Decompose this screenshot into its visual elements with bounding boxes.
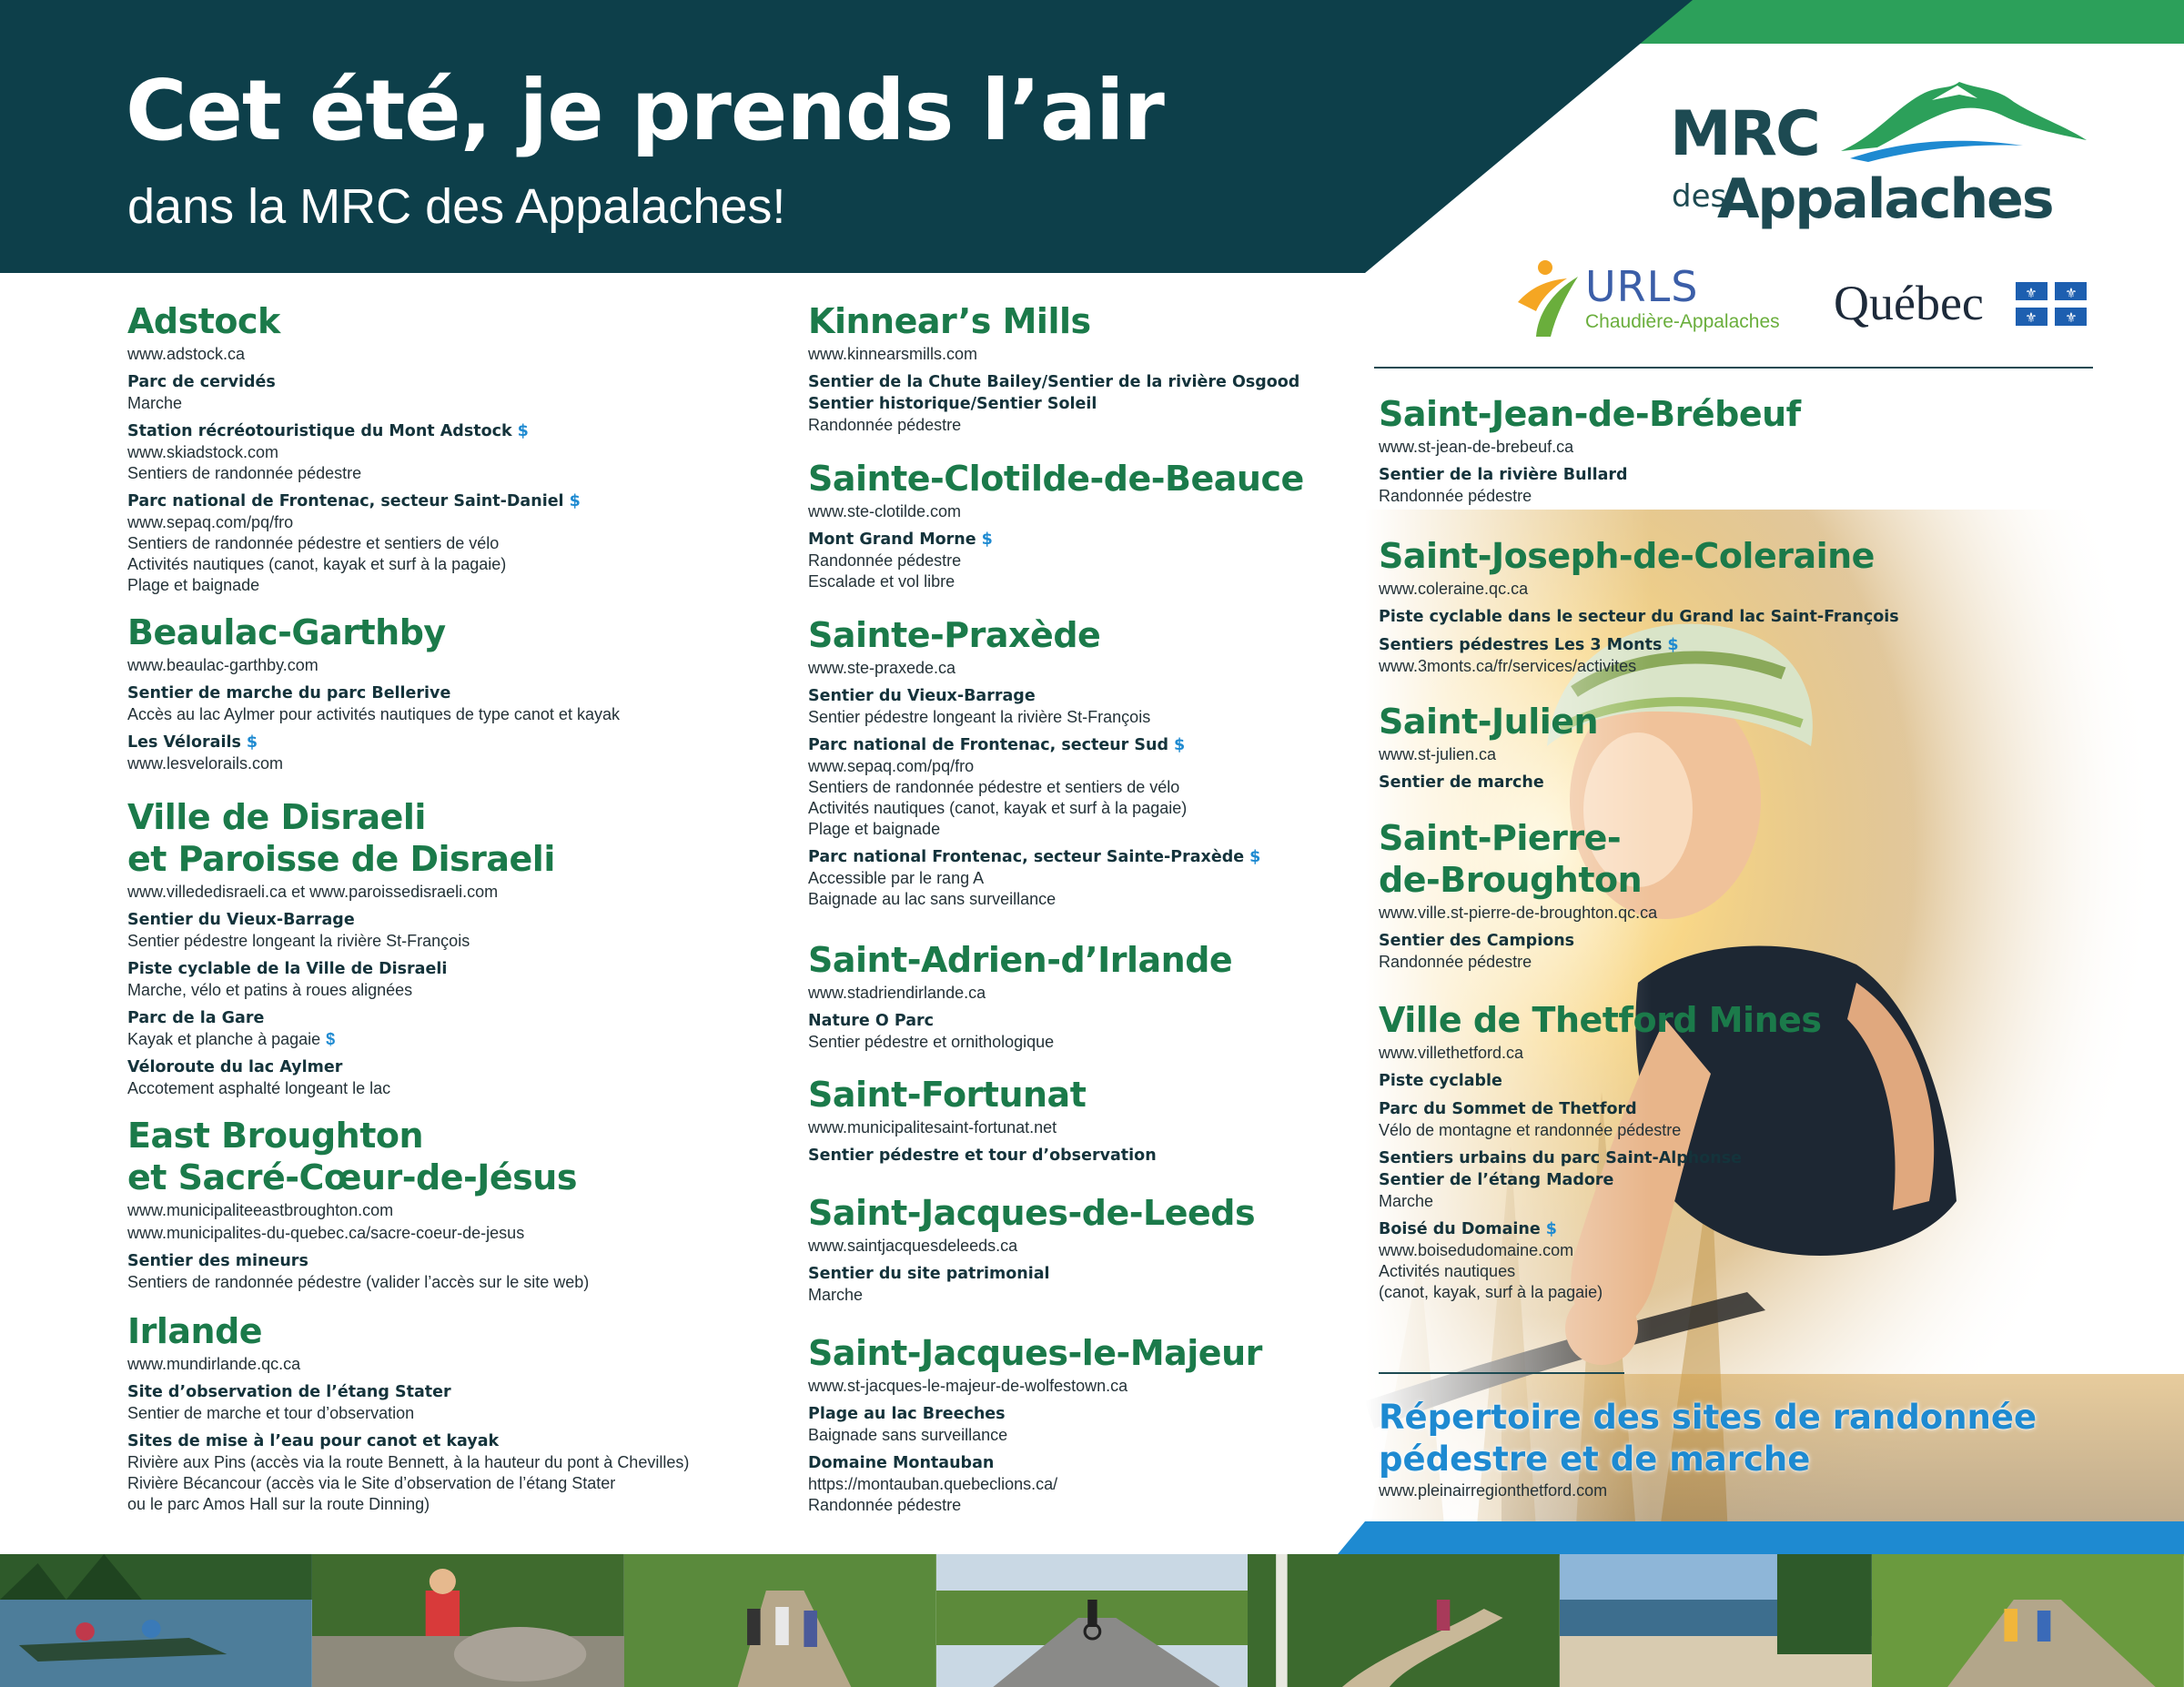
town-name-line: Saint-Fortunat: [808, 1075, 1087, 1115]
town-block: [127, 300, 581, 596]
quebec-logo: [1834, 273, 2079, 337]
town-name: [808, 939, 1232, 981]
town-block: [1379, 701, 1598, 793]
town-website-link[interactable]: www.ste-praxede.ca: [808, 659, 956, 677]
town-name-line: Ville de Thetford Mines: [1379, 1000, 1822, 1040]
photo-hiker-child: [312, 1554, 624, 1687]
site-name: Parc de cervidés: [127, 373, 276, 391]
site-description: Sentiers de randonnée pédestre et sentiers de vélo: [127, 534, 500, 552]
town-name-line: Sainte-Praxède: [808, 615, 1101, 655]
town-name-line: Saint-Adrien-d’Irlande: [808, 940, 1233, 980]
site-description: Kayak et planche à pagaie $: [127, 1030, 336, 1048]
town-block: [808, 1332, 1262, 1516]
site-name: Sentiers urbains du parc Saint-Alphonse: [1379, 1149, 1742, 1167]
town-block: [1379, 393, 1801, 507]
town-name: [1379, 393, 1801, 435]
mrc-logo-des: des: [1672, 178, 1727, 215]
svg-text:⚜: ⚜: [2025, 285, 2037, 301]
town-website-link[interactable]: www.mundirlande.qc.ca: [127, 1355, 301, 1373]
town-block: [808, 1074, 1157, 1167]
directory-title-line2: pédestre et de marche: [1379, 1440, 1811, 1479]
town-website-link[interactable]: www.beaulac-garthby.com: [127, 656, 318, 674]
urls-logo-region: Chaudière-Appalaches: [1585, 311, 1780, 332]
directory-title-line1: Répertoire des sites de randonnée: [1379, 1398, 2037, 1437]
town-website-link[interactable]: www.municipalitesaint-fortunat.net: [808, 1118, 1057, 1136]
site-name: Sentier du site patrimonial: [808, 1265, 1050, 1283]
town-name-line: Kinnear’s Mills: [808, 301, 1091, 341]
urls-logo: [1511, 257, 1780, 338]
paid-access-icon: $: [981, 530, 993, 549]
site-entry: [127, 1007, 555, 1050]
site-name: Piste cyclable dans le secteur du Grand lac Saint-François: [1379, 608, 1899, 626]
svg-text:⚜: ⚜: [2025, 309, 2037, 326]
site-entry: [808, 1452, 1262, 1516]
town-block: [808, 939, 1232, 1053]
paid-access-icon: $: [517, 422, 529, 440]
photo-bike-path: [936, 1554, 1249, 1687]
site-website-link[interactable]: www.sepaq.com/pq/fro: [808, 757, 975, 775]
site-description: Sentier pédestre et ornithologique: [808, 1033, 1055, 1051]
site-name: Sentier de la Chute Bailey/Sentier de la rivière Osgood: [808, 373, 1300, 391]
site-name: Site d’observation de l’étang Stater: [127, 1383, 451, 1401]
site-entry: [1379, 1098, 1822, 1141]
site-description: Activités nautiques (canot, kayak et surf à la pagaie): [127, 555, 507, 573]
site-entry: [1379, 772, 1598, 793]
site-name: Boisé du Domaine $: [1379, 1220, 1557, 1238]
site-name: Les Vélorails $: [127, 733, 258, 752]
town-name-line: Saint-Joseph-de-Coleraine: [1379, 536, 1875, 576]
town-name: [808, 614, 1260, 656]
town-name: [808, 1192, 1255, 1234]
site-entry: [1379, 1218, 1822, 1303]
site-entry: [127, 732, 620, 774]
site-name: Sentier du Vieux-Barrage: [127, 911, 355, 929]
photo-strip: [0, 1554, 2184, 1687]
town-website-link[interactable]: www.ville.st-pierre-de-broughton.qc.ca: [1379, 904, 1658, 922]
site-website-link[interactable]: www.boisedudomaine.com: [1379, 1241, 1574, 1259]
site-description: Plage et baignade: [127, 576, 260, 594]
site-name: Parc national de Frontenac, secteur Saint-Daniel $: [127, 492, 581, 510]
site-description: Marche: [1379, 1192, 1434, 1210]
quebec-logo-word: Québec: [1834, 276, 1984, 330]
site-name: Sentier pédestre et tour d’observation: [808, 1147, 1157, 1165]
svg-text:⚜: ⚜: [2065, 309, 2078, 326]
town-block: [1379, 999, 1822, 1303]
town-block: [127, 1310, 689, 1515]
town-block: [808, 614, 1260, 910]
divider: [1379, 1372, 1624, 1374]
town-website-link[interactable]: www.ste-clotilde.com: [808, 502, 962, 520]
site-entry: [127, 420, 581, 484]
town-name-line: Beaulac-Garthby: [127, 612, 446, 652]
town-name: [1379, 535, 1899, 577]
town-block: [127, 611, 620, 774]
site-entry: [808, 1263, 1255, 1306]
town-name: [1379, 701, 1598, 742]
site-entry: [808, 529, 1304, 592]
page-title: Cet été, je prends l’air: [126, 62, 1164, 159]
site-entry: [808, 371, 1299, 436]
town-website-link[interactable]: www.municipaliteeastbroughton.com: [127, 1201, 394, 1219]
site-entry: [1379, 1070, 1822, 1092]
town-website-link[interactable]: www.adstock.ca: [127, 345, 246, 363]
site-entry: [127, 1056, 555, 1099]
town-name: [808, 300, 1299, 342]
paid-access-icon: $: [1545, 1220, 1557, 1238]
photo-canoe-lake: [0, 1554, 312, 1687]
site-entry: [808, 685, 1260, 728]
site-description: Accès au lac Aylmer pour activités nautiques de type canot et kayak: [127, 705, 620, 723]
site-description: ou le parc Amos Hall sur la route Dinning): [127, 1495, 430, 1513]
site-entry: [1379, 606, 1899, 628]
site-name: Sentier de marche du parc Bellerive: [127, 684, 451, 702]
town-name-line: de-Broughton: [1379, 860, 1643, 900]
town-name: [127, 611, 620, 653]
site-description: Activités nautiques: [1379, 1262, 1516, 1280]
site-name: Nature O Parc: [808, 1012, 935, 1030]
site-name: Sentier des mineurs: [127, 1252, 308, 1270]
site-description: Marche: [127, 394, 183, 412]
site-name: Station récréotouristique du Mont Adstock $: [127, 422, 529, 440]
site-name: Mont Grand Morne $: [808, 530, 993, 549]
site-name: Piste cyclable de la Ville de Disraeli: [127, 960, 448, 978]
site-name: Sentier de la rivière Bullard: [1379, 466, 1628, 484]
site-description: Escalade et vol libre: [808, 572, 956, 591]
site-entry: [127, 909, 555, 952]
site-description: Vélo de montagne et randonnée pédestre: [1379, 1121, 1682, 1139]
town-block: [808, 300, 1299, 436]
site-description: (canot, kayak, surf à la pagaie): [1379, 1283, 1603, 1301]
town-name: [808, 1074, 1157, 1116]
town-name-line: Ville de Disraeli: [127, 797, 426, 837]
site-description: Randonnée pédestre: [808, 1496, 962, 1514]
town-name-line: Saint-Pierre-: [1379, 818, 1622, 858]
town-website-link[interactable]: www.villededisraeli.ca et www.paroissedisraeli.com: [127, 883, 499, 901]
site-description: Baignade sans surveillance: [808, 1426, 1008, 1444]
site-description: Activités nautiques (canot, kayak et surf à la pagaie): [808, 799, 1188, 817]
town-name-line: et Sacré-Cœur-de-Jésus: [127, 1157, 577, 1197]
site-description: Plage et baignade: [808, 820, 941, 838]
site-entry: [808, 1145, 1157, 1167]
site-entry: [1379, 634, 1899, 677]
site-entry: [1379, 930, 1657, 973]
divider: [1374, 367, 2093, 369]
mountain-icon: [1841, 80, 2087, 162]
svg-text:⚜: ⚜: [2065, 285, 2078, 301]
site-name: Sites de mise à l’eau pour canot et kayak: [127, 1432, 500, 1450]
site-entry: [127, 958, 555, 1001]
town-name: [127, 796, 555, 880]
paid-access-icon: $: [1667, 636, 1679, 654]
site-entry: [1379, 464, 1801, 507]
town-block: [1379, 817, 1657, 973]
site-description: Randonnée pédestre: [1379, 487, 1532, 505]
town-name-line: Saint-Jacques-le-Majeur: [808, 1333, 1262, 1373]
town-block: [127, 1115, 589, 1293]
site-entry: [808, 846, 1260, 910]
town-name: [127, 1115, 589, 1198]
site-description: Baignade au lac sans surveillance: [808, 890, 1057, 908]
quebec-flag-icon: [2016, 282, 2087, 326]
site-description: Randonnée pédestre: [808, 551, 962, 570]
town-name: [808, 1332, 1262, 1374]
site-website-link[interactable]: www.lesvelorails.com: [127, 754, 284, 773]
site-name: Véloroute du lac Aylmer: [127, 1058, 343, 1076]
town-website-link[interactable]: www.coleraine.qc.ca: [1379, 580, 1529, 598]
site-entry: [1379, 1147, 1822, 1212]
site-entry: [808, 1403, 1262, 1446]
town-name-line: et Paroisse de Disraeli: [127, 839, 555, 879]
site-description: Sentier pédestre longeant la rivière St-François: [127, 932, 470, 950]
town-name-line: East Broughton: [127, 1116, 424, 1156]
site-name: Sentier de marche: [1379, 773, 1544, 792]
photo-cyclists: [1872, 1554, 2184, 1687]
paid-access-icon: $: [1249, 848, 1261, 866]
site-name: Sentier de l’étang Madore: [1379, 1171, 1614, 1189]
town-website-link[interactable]: www.municipalites-du-quebec.ca/sacre-coeur-de-jesus: [127, 1224, 525, 1242]
mrc-appalaches-logo: [1670, 80, 2088, 235]
page-subtitle: dans la MRC des Appalaches!: [127, 179, 786, 234]
town-name: [127, 1310, 689, 1352]
town-website-link[interactable]: www.villethetford.ca: [1379, 1044, 1524, 1062]
town-block: [1379, 535, 1899, 677]
site-entry: [127, 490, 581, 596]
town-block: [808, 458, 1304, 592]
paid-access-icon: $: [569, 492, 581, 510]
town-name: [1379, 817, 1657, 901]
site-name: Sentiers pédestres Les 3 Monts $: [1379, 636, 1679, 654]
town-name-line: Saint-Jean-de-Brébeuf: [1379, 394, 1801, 434]
site-entry: [127, 1250, 589, 1293]
town-name: [127, 300, 581, 342]
town-name-line: Saint-Jacques-de-Leeds: [808, 1193, 1256, 1233]
site-name: Parc de la Gare: [127, 1009, 265, 1027]
paid-access-icon: $: [246, 733, 258, 752]
paid-access-icon: $: [1174, 736, 1186, 754]
town-name-line: Sainte-Clotilde-de-Beauce: [808, 459, 1304, 499]
site-name: Domaine Montauban: [808, 1454, 995, 1472]
site-entry: [127, 371, 581, 414]
directory-link[interactable]: www.pleinairregionthetford.com: [1379, 1481, 1608, 1500]
site-website-link[interactable]: www.sepaq.com/pq/fro: [127, 513, 294, 531]
site-description: Sentier de marche et tour d’observation: [127, 1404, 415, 1422]
site-entry: [808, 734, 1260, 840]
site-description: Accotement asphalté longeant le lac: [127, 1079, 391, 1097]
blue-accent-band: [1338, 1521, 2184, 1554]
town-website-link[interactable]: www.st-julien.ca: [1379, 745, 1497, 763]
town-name: [808, 458, 1304, 500]
town-block: [127, 796, 555, 1099]
photo-beach-lake: [1560, 1554, 1872, 1687]
directory-title: [1379, 1397, 2037, 1480]
site-description: Randonnée pédestre: [1379, 953, 1532, 971]
site-name: Plage au lac Breeches: [808, 1405, 1006, 1423]
town-website-link[interactable]: www.stadriendirlande.ca: [808, 984, 986, 1002]
site-name: Parc national Frontenac, secteur Sainte-Praxède $: [808, 848, 1261, 866]
town-name-line: Adstock: [127, 301, 280, 341]
town-website-link[interactable]: www.st-jacques-le-majeur-de-wolfestown.ca: [808, 1377, 1128, 1395]
photo-walking-group: [624, 1554, 936, 1687]
town-name-line: Irlande: [127, 1311, 263, 1351]
site-name: Sentier historique/Sentier Soleil: [808, 395, 1097, 413]
site-description: Rivière Bécancour (accès via le Site d’observation de l’étang Stater: [127, 1474, 616, 1492]
site-entry: [127, 1430, 689, 1515]
paid-access-icon: $: [326, 1030, 336, 1048]
town-website-link[interactable]: www.kinnearsmills.com: [808, 345, 978, 363]
town-name-line: Saint-Julien: [1379, 702, 1599, 742]
mrc-logo-word: MRC: [1670, 98, 1819, 170]
site-website-link[interactable]: www.3monts.ca/fr/services/activites: [1379, 657, 1637, 675]
site-description: Sentiers de randonnée pédestre (valider l’accès sur le site web): [127, 1273, 590, 1291]
site-name: Sentier du Vieux-Barrage: [808, 687, 1036, 705]
town-website-link[interactable]: www.saintjacquesdeleeds.ca: [808, 1237, 1018, 1255]
town-block: [808, 1192, 1255, 1306]
site-entry: [808, 1010, 1232, 1053]
site-name: Parc du Sommet de Thetford: [1379, 1100, 1637, 1118]
site-website-link[interactable]: https://montauban.quebeclions.ca/: [808, 1475, 1058, 1493]
urls-swoosh-icon: [1511, 257, 1583, 338]
urls-logo-word: URLS: [1585, 262, 1699, 311]
site-description: Marche: [808, 1286, 864, 1304]
site-website-link[interactable]: www.skiadstock.com: [127, 443, 279, 461]
site-description: Sentiers de randonnée pédestre et sentiers de vélo: [808, 778, 1180, 796]
site-name: Piste cyclable: [1379, 1072, 1502, 1090]
site-name: Sentier des Campions: [1379, 932, 1575, 950]
site-name: Parc national de Frontenac, secteur Sud $: [808, 736, 1186, 754]
town-name: [1379, 999, 1822, 1041]
town-website-link[interactable]: www.st-jean-de-brebeuf.ca: [1379, 438, 1574, 456]
photo-forest-trail: [1248, 1554, 1560, 1687]
site-entry: [127, 682, 620, 725]
site-description: Sentiers de randonnée pédestre: [127, 464, 362, 482]
site-description: Accessible par le rang A: [808, 869, 985, 887]
site-description: Sentier pédestre longeant la rivière St-François: [808, 708, 1151, 726]
site-description: Marche, vélo et patins à roues alignées: [127, 981, 413, 999]
mrc-logo-appalaches: Appalaches: [1717, 167, 2053, 231]
site-description: Randonnée pédestre: [808, 416, 962, 434]
site-entry: [127, 1381, 689, 1424]
site-description: Rivière aux Pins (accès via la route Bennett, à la hauteur du pont à Chevilles): [127, 1453, 690, 1471]
